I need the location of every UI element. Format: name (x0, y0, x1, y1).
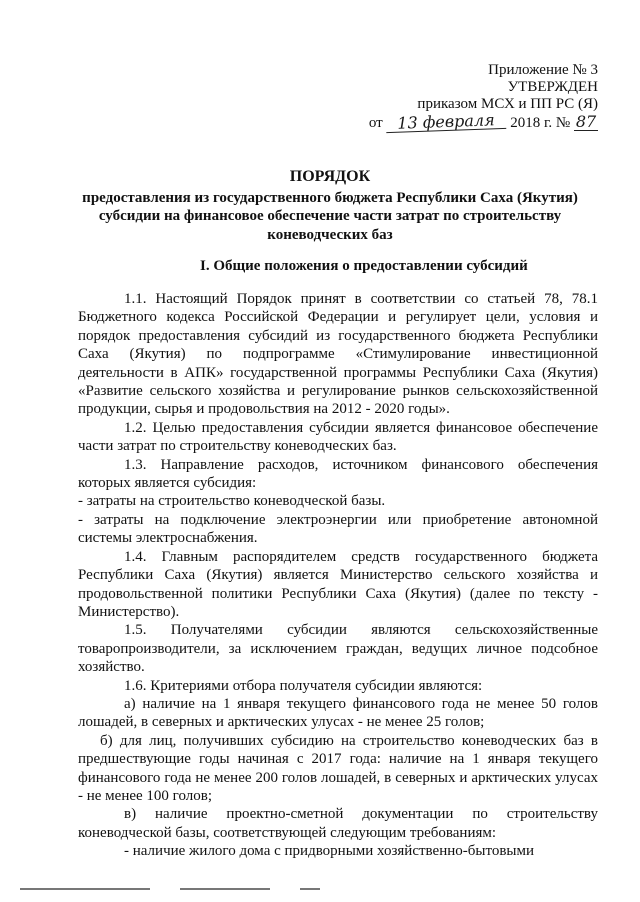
criterion-v-dash: - наличие жилого дома с придворными хозяйственно-бытовыми (124, 843, 534, 860)
approved-label: УТВЕРЖДЕН (507, 79, 598, 95)
criterion-v: в) наличие проектно-сметной документации по строительству коневодческой базы, соответствующей следующим требованиям: (78, 806, 598, 841)
order-label: приказом МСХ и ПП РС (Я) (417, 96, 598, 112)
scan-artifact (180, 888, 270, 890)
list-item-construction: - затраты на строительство коневодческой базы. (78, 493, 386, 510)
title-main: ПОРЯДОК (289, 168, 371, 185)
document-body (78, 290, 598, 861)
title-subtitle: предоставления из государственного бюджета Республики Саха (Якутия) субсидии на финансовое обеспечение части затрат по строительству коневодческих баз (82, 189, 578, 243)
paragraph-1-1: 1.1. Настоящий Порядок принят в соответствии со статьей 78, 78.1 Бюджетного кодекса Российской Федерации и регулирует цели, условия и порядок предоставления субсидий из государственного бюджета Республики Саха (Якутия) по подпрограмме «Стимулирование инвестиционной деятельности в АПК» государственной программы Республики Саха (Якутия) «Развитие сельского хозяйства и регулирование рынков сельскохозяйственной продукции, сырья и продовольствия на 2012 - 2020 годы». (78, 291, 598, 418)
scan-artifact (300, 888, 320, 890)
paragraph-1-4: 1.4. Главным распорядителем средств государственного бюджета Республики Саха (Якутия) является Министерство сельского хозяйства и продовольственной политики Республики Саха (Якутия) (далее по тексту - Министерство). (78, 548, 598, 620)
handwritten-date: 13 февраля (386, 111, 507, 133)
handwritten-number: 87 (575, 112, 597, 131)
approval-block (369, 62, 598, 132)
paragraph-1-6: 1.6. Критериями отбора получателя субсидии являются: (124, 677, 483, 694)
section-heading: I. Общие положения о предоставлении субсидий (200, 258, 528, 274)
criterion-a: а) наличие на 1 января текущего финансового года не менее 50 голов лошадей, в северных и арктических улусах - не менее 25 голов; (78, 695, 598, 731)
paragraph-1-5: 1.5. Получателями субсидии являются сельскохозяйственные товаропроизводители, за исключением граждан, ведущих личное подсобное хозяйство. (78, 622, 598, 676)
year-number-label: 2018 г. № (510, 115, 571, 131)
document-title (80, 168, 580, 244)
criterion-b: б) для лиц, получивших субсидию на строительство коневодческих баз в предшествующие годы начиная с 2017 года: наличие на 1 января текущего финансового года не менее 200 голов лошадей, в северных и арктических улусах - не менее 100 голов; (78, 732, 598, 804)
appendix-label: Приложение № 3 (488, 62, 598, 78)
list-item-electricity: - затраты на подключение электроэнергии или приобретение автономной системы электроснабжения. (78, 511, 598, 547)
paragraph-1-3: 1.3. Направление расходов, источником финансового обеспечения которых является субсидия: (78, 456, 598, 492)
order-date-line (368, 110, 598, 133)
scan-artifact (20, 888, 150, 890)
paragraph-1-2: 1.2. Целью предоставления субсидии является финансовое обеспечение части затрат по строительству коневодческих баз. (78, 419, 598, 455)
from-label: от (368, 115, 383, 131)
